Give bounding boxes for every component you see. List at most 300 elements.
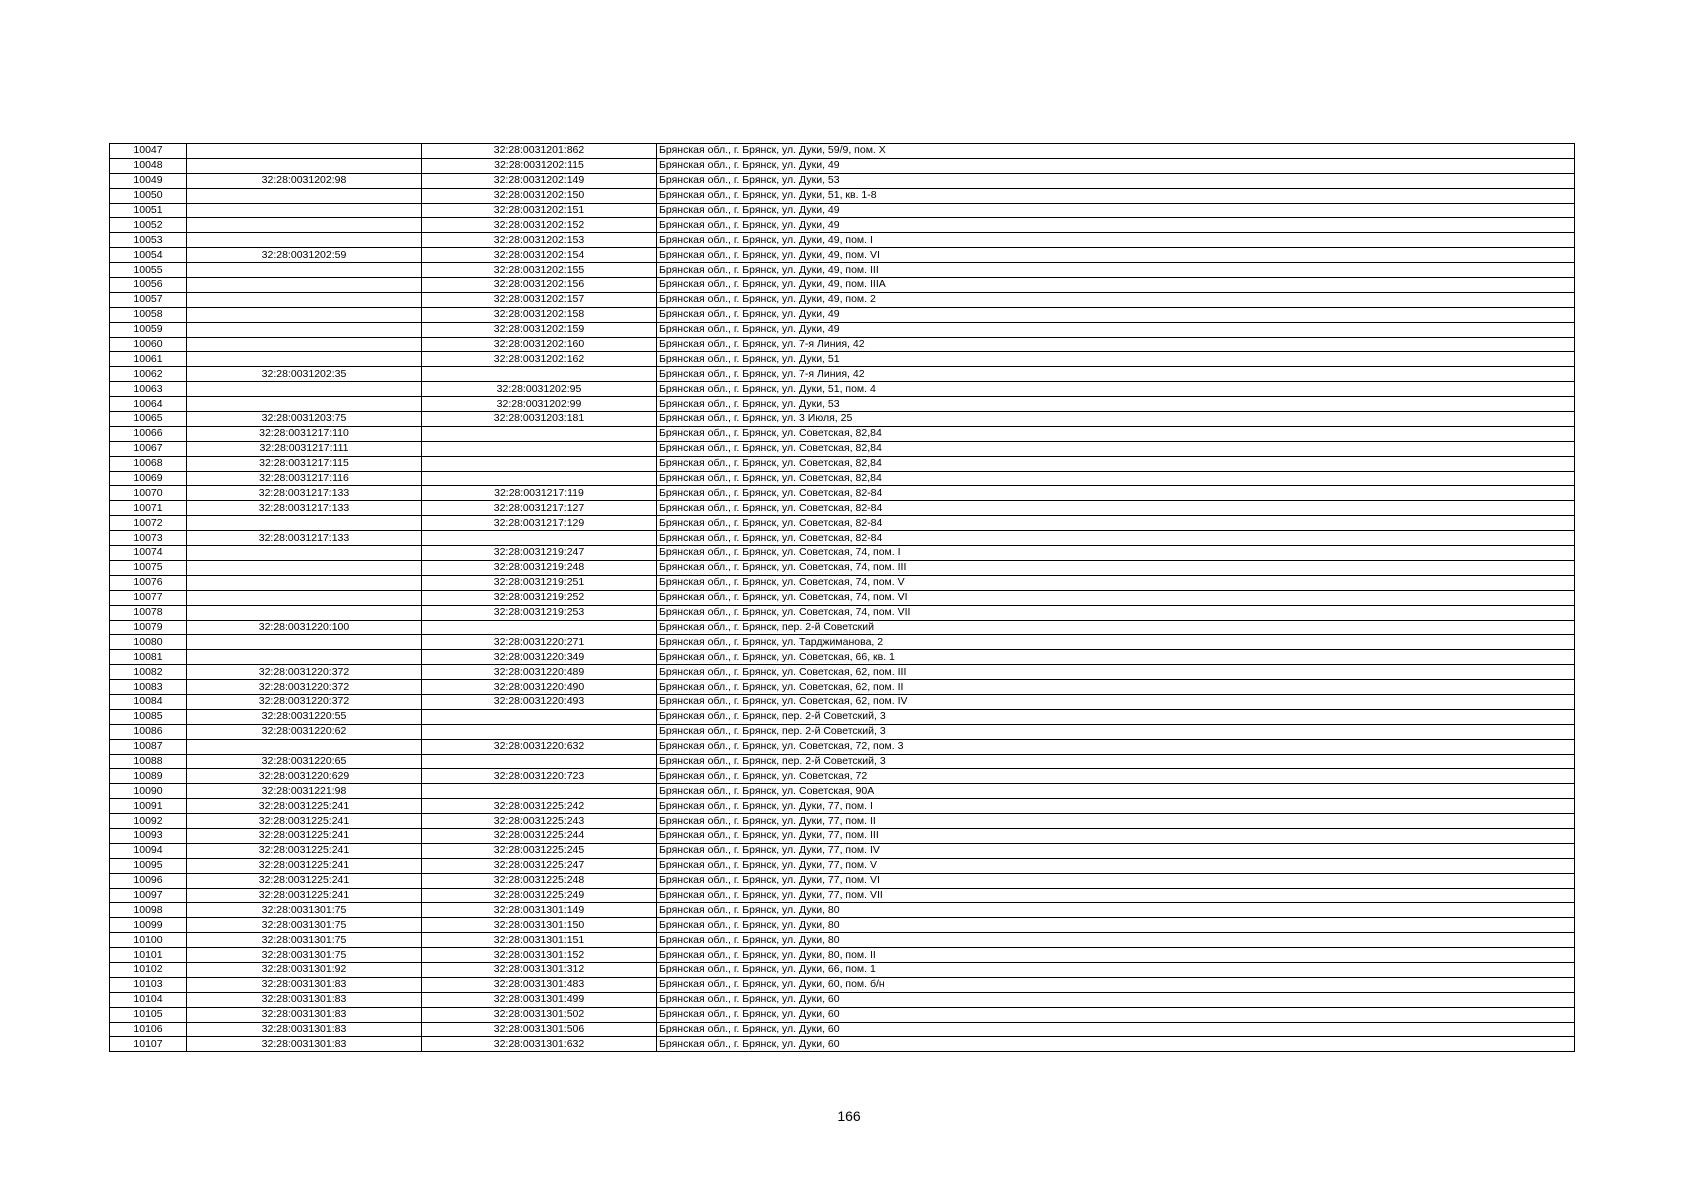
table-row	[110, 248, 1575, 263]
cadastral-number-cell: 32:28:0031220:493	[422, 694, 657, 709]
cadastral-number-cell: 32:28:0031202:151	[422, 203, 657, 218]
parcel-number-cell: 32:28:0031217:115	[187, 456, 422, 471]
table-row	[110, 724, 1575, 739]
row-number-cell: 10082	[110, 665, 187, 680]
address-cell: Брянская обл., г. Брянск, ул. Дуки, 49	[657, 307, 1575, 322]
cadastral-number-cell: 32:28:0031301:499	[422, 992, 657, 1007]
table-row	[110, 322, 1575, 337]
parcel-number-cell	[187, 158, 422, 173]
parcel-number-cell	[187, 516, 422, 531]
table-row	[110, 426, 1575, 441]
parcel-number-cell	[187, 739, 422, 754]
address-cell: Брянская обл., г. Брянск, ул. Дуки, 60	[657, 1037, 1575, 1052]
address-cell: Брянская обл., г. Брянск, ул. Советская, 82,84	[657, 456, 1575, 471]
parcel-number-cell	[187, 144, 422, 159]
cadastral-number-cell: 32:28:0031220:349	[422, 650, 657, 665]
row-number-cell: 10079	[110, 620, 187, 635]
table-row	[110, 486, 1575, 501]
address-cell: Брянская обл., г. Брянск, ул. Дуки, 80	[657, 933, 1575, 948]
row-number-cell: 10056	[110, 278, 187, 293]
address-cell: Брянская обл., г. Брянск, ул. Дуки, 60, пом. б/н	[657, 977, 1575, 992]
address-cell: Брянская обл., г. Брянск, ул. Дуки, 77, пом. VII	[657, 888, 1575, 903]
row-number-cell: 10048	[110, 158, 187, 173]
address-cell: Брянская обл., г. Брянск, ул. 7-я Линия, 42	[657, 337, 1575, 352]
row-number-cell: 10104	[110, 992, 187, 1007]
cadastral-number-cell: 32:28:0031202:150	[422, 188, 657, 203]
cadastral-number-cell: 32:28:0031202:162	[422, 352, 657, 367]
parcel-number-cell: 32:28:0031217:110	[187, 426, 422, 441]
parcel-number-cell	[187, 203, 422, 218]
row-number-cell: 10060	[110, 337, 187, 352]
address-cell: Брянская обл., г. Брянск, ул. Дуки, 49	[657, 203, 1575, 218]
row-number-cell: 10106	[110, 1022, 187, 1037]
row-number-cell: 10103	[110, 977, 187, 992]
table-row	[110, 337, 1575, 352]
row-number-cell: 10099	[110, 918, 187, 933]
row-number-cell: 10080	[110, 635, 187, 650]
table-row	[110, 1037, 1575, 1052]
row-number-cell: 10076	[110, 575, 187, 590]
table-row	[110, 694, 1575, 709]
table-row	[110, 144, 1575, 159]
cadastral-number-cell: 32:28:0031301:152	[422, 948, 657, 963]
address-cell: Брянская обл., г. Брянск, ул. Советская, 74, пом. VII	[657, 605, 1575, 620]
parcel-number-cell: 32:28:0031225:241	[187, 814, 422, 829]
row-number-cell: 10065	[110, 412, 187, 427]
parcel-number-cell	[187, 218, 422, 233]
table-row	[110, 948, 1575, 963]
address-cell: Брянская обл., г. Брянск, ул. Советская, 82-84	[657, 501, 1575, 516]
address-cell: Брянская обл., г. Брянск, пер. 2-й Советский	[657, 620, 1575, 635]
row-number-cell: 10066	[110, 426, 187, 441]
row-number-cell: 10061	[110, 352, 187, 367]
row-number-cell: 10072	[110, 516, 187, 531]
table-row	[110, 680, 1575, 695]
address-cell: Брянская обл., г. Брянск, пер. 2-й Советский, 3	[657, 709, 1575, 724]
cadastral-number-cell: 32:28:0031219:248	[422, 560, 657, 575]
row-number-cell: 10062	[110, 367, 187, 382]
address-cell: Брянская обл., г. Брянск, ул. Советская, 82,84	[657, 471, 1575, 486]
row-number-cell: 10074	[110, 546, 187, 561]
parcel-number-cell: 32:28:0031217:133	[187, 486, 422, 501]
parcel-number-cell: 32:28:0031301:83	[187, 1022, 422, 1037]
parcel-number-cell: 32:28:0031301:83	[187, 1037, 422, 1052]
parcel-number-cell: 32:28:0031220:372	[187, 694, 422, 709]
cadastral-number-cell: 32:28:0031301:312	[422, 962, 657, 977]
cadastral-number-cell: 32:28:0031220:723	[422, 769, 657, 784]
table-row	[110, 933, 1575, 948]
table-row	[110, 382, 1575, 397]
cadastral-number-cell: 32:28:0031202:158	[422, 307, 657, 322]
table-row	[110, 739, 1575, 754]
parcel-number-cell: 32:28:0031217:111	[187, 441, 422, 456]
address-cell: Брянская обл., г. Брянск, ул. Дуки, 59/9, пом. X	[657, 144, 1575, 159]
parcel-number-cell: 32:28:0031301:75	[187, 918, 422, 933]
address-cell: Брянская обл., г. Брянск, ул. Дуки, 53	[657, 173, 1575, 188]
parcel-number-cell	[187, 278, 422, 293]
cadastral-number-cell: 32:28:0031225:244	[422, 828, 657, 843]
table-row	[110, 754, 1575, 769]
table-row	[110, 962, 1575, 977]
parcel-number-cell: 32:28:0031225:241	[187, 843, 422, 858]
cadastral-table	[109, 143, 1575, 1052]
cadastral-number-cell: 32:28:0031301:151	[422, 933, 657, 948]
cadastral-number-cell: 32:28:0031202:160	[422, 337, 657, 352]
parcel-number-cell: 32:28:0031301:83	[187, 977, 422, 992]
row-number-cell: 10051	[110, 203, 187, 218]
parcel-number-cell: 32:28:0031220:372	[187, 680, 422, 695]
address-cell: Брянская обл., г. Брянск, ул. Дуки, 49, пом. III	[657, 263, 1575, 278]
table-row	[110, 158, 1575, 173]
parcel-number-cell: 32:28:0031220:629	[187, 769, 422, 784]
row-number-cell: 10089	[110, 769, 187, 784]
cadastral-number-cell: 32:28:0031202:152	[422, 218, 657, 233]
row-number-cell: 10078	[110, 605, 187, 620]
row-number-cell: 10077	[110, 590, 187, 605]
parcel-number-cell: 32:28:0031217:133	[187, 501, 422, 516]
cadastral-number-cell: 32:28:0031220:632	[422, 739, 657, 754]
address-cell: Брянская обл., г. Брянск, ул. Дуки, 51, кв. 1-8	[657, 188, 1575, 203]
address-cell: Брянская обл., г. Брянск, ул. Дуки, 80, пом. II	[657, 948, 1575, 963]
address-cell: Брянская обл., г. Брянск, ул. Дуки, 49, пом. I	[657, 233, 1575, 248]
cadastral-number-cell: 32:28:0031225:245	[422, 843, 657, 858]
address-cell: Брянская обл., г. Брянск, ул. Советская, 72, пом. 3	[657, 739, 1575, 754]
cadastral-number-cell: 32:28:0031202:115	[422, 158, 657, 173]
parcel-number-cell: 32:28:0031301:75	[187, 933, 422, 948]
cadastral-number-cell: 32:28:0031217:129	[422, 516, 657, 531]
address-cell: Брянская обл., г. Брянск, ул. Советская, 74, пом. VI	[657, 590, 1575, 605]
cadastral-number-cell: 32:28:0031301:150	[422, 918, 657, 933]
page-number: 166	[837, 1108, 861, 1124]
row-number-cell: 10107	[110, 1037, 187, 1052]
row-number-cell: 10083	[110, 680, 187, 695]
row-number-cell: 10090	[110, 784, 187, 799]
address-cell: Брянская обл., г. Брянск, ул. Дуки, 51	[657, 352, 1575, 367]
cadastral-number-cell	[422, 531, 657, 546]
row-number-cell: 10098	[110, 903, 187, 918]
cadastral-number-cell: 32:28:0031301:483	[422, 977, 657, 992]
table-row	[110, 918, 1575, 933]
row-number-cell: 10067	[110, 441, 187, 456]
cadastral-number-cell: 32:28:0031225:243	[422, 814, 657, 829]
table-row	[110, 471, 1575, 486]
table-row	[110, 828, 1575, 843]
address-cell: Брянская обл., г. Брянск, ул. Дуки, 77, пом. V	[657, 858, 1575, 873]
parcel-number-cell: 32:28:0031225:241	[187, 888, 422, 903]
cadastral-number-cell	[422, 456, 657, 471]
address-cell: Брянская обл., г. Брянск, ул. Дуки, 77, пом. IV	[657, 843, 1575, 858]
row-number-cell: 10053	[110, 233, 187, 248]
cadastral-number-cell: 32:28:0031217:119	[422, 486, 657, 501]
row-number-cell: 10073	[110, 531, 187, 546]
row-number-cell: 10085	[110, 709, 187, 724]
cadastral-number-cell: 32:28:0031202:149	[422, 173, 657, 188]
address-cell: Брянская обл., г. Брянск, пер. 2-й Советский, 3	[657, 754, 1575, 769]
table-row	[110, 278, 1575, 293]
cadastral-number-cell: 32:28:0031202:153	[422, 233, 657, 248]
parcel-number-cell	[187, 650, 422, 665]
cadastral-number-cell	[422, 441, 657, 456]
address-cell: Брянская обл., г. Брянск, ул. Дуки, 60	[657, 1007, 1575, 1022]
cadastral-number-cell: 32:28:0031219:253	[422, 605, 657, 620]
row-number-cell: 10054	[110, 248, 187, 263]
address-cell: Брянская обл., г. Брянск, ул. Дуки, 66, пом. 1	[657, 962, 1575, 977]
cadastral-number-cell: 32:28:0031301:149	[422, 903, 657, 918]
address-cell: Брянская обл., г. Брянск, ул. 7-я Линия, 42	[657, 367, 1575, 382]
cadastral-number-cell: 32:28:0031202:157	[422, 292, 657, 307]
cadastral-number-cell	[422, 426, 657, 441]
parcel-number-cell: 32:28:0031225:241	[187, 873, 422, 888]
row-number-cell: 10095	[110, 858, 187, 873]
parcel-number-cell: 32:28:0031220:100	[187, 620, 422, 635]
table-row	[110, 575, 1575, 590]
table-row	[110, 590, 1575, 605]
address-cell: Брянская обл., г. Брянск, ул. Советская, 66, кв. 1	[657, 650, 1575, 665]
address-cell: Брянская обл., г. Брянск, ул. Дуки, 49	[657, 218, 1575, 233]
address-cell: Брянская обл., г. Брянск, ул. Дуки, 77, пом. III	[657, 828, 1575, 843]
table-row	[110, 605, 1575, 620]
table-row	[110, 769, 1575, 784]
table-row	[110, 1007, 1575, 1022]
table-row	[110, 977, 1575, 992]
table-row	[110, 858, 1575, 873]
row-number-cell: 10057	[110, 292, 187, 307]
table-row	[110, 784, 1575, 799]
cadastral-number-cell	[422, 724, 657, 739]
table-row	[110, 203, 1575, 218]
table-row	[110, 456, 1575, 471]
cadastral-number-cell: 32:28:0031220:271	[422, 635, 657, 650]
row-number-cell: 10063	[110, 382, 187, 397]
row-number-cell: 10100	[110, 933, 187, 948]
address-cell: Брянская обл., г. Брянск, пер. 2-й Советский, 3	[657, 724, 1575, 739]
address-cell: Брянская обл., г. Брянск, ул. Советская, 82-84	[657, 486, 1575, 501]
row-number-cell: 10059	[110, 322, 187, 337]
address-cell: Брянская обл., г. Брянск, ул. Дуки, 60	[657, 992, 1575, 1007]
table-row	[110, 233, 1575, 248]
address-cell: Брянская обл., г. Брянск, ул. Дуки, 80	[657, 903, 1575, 918]
address-cell: Брянская обл., г. Брянск, ул. Советская, 74, пом. I	[657, 546, 1575, 561]
row-number-cell: 10081	[110, 650, 187, 665]
row-number-cell: 10086	[110, 724, 187, 739]
row-number-cell: 10087	[110, 739, 187, 754]
parcel-number-cell: 32:28:0031220:62	[187, 724, 422, 739]
row-number-cell: 10069	[110, 471, 187, 486]
table-row	[110, 620, 1575, 635]
address-cell: Брянская обл., г. Брянск, ул. Дуки, 49	[657, 158, 1575, 173]
address-cell: Брянская обл., г. Брянск, ул. Дуки, 49, пом. 2	[657, 292, 1575, 307]
cadastral-number-cell: 32:28:0031301:632	[422, 1037, 657, 1052]
table-row	[110, 263, 1575, 278]
row-number-cell: 10058	[110, 307, 187, 322]
cadastral-number-cell: 32:28:0031225:248	[422, 873, 657, 888]
parcel-number-cell: 32:28:0031301:83	[187, 1007, 422, 1022]
cadastral-number-cell: 32:28:0031225:242	[422, 799, 657, 814]
table-row	[110, 799, 1575, 814]
parcel-number-cell	[187, 233, 422, 248]
parcel-number-cell	[187, 575, 422, 590]
address-cell: Брянская обл., г. Брянск, ул. Тарджиманова, 2	[657, 635, 1575, 650]
row-number-cell: 10047	[110, 144, 187, 159]
parcel-number-cell: 32:28:0031202:59	[187, 248, 422, 263]
parcel-number-cell: 32:28:0031225:241	[187, 828, 422, 843]
row-number-cell: 10094	[110, 843, 187, 858]
table-row	[110, 188, 1575, 203]
cadastral-number-cell: 32:28:0031301:502	[422, 1007, 657, 1022]
table-row	[110, 1022, 1575, 1037]
address-cell: Брянская обл., г. Брянск, ул. Советская, 62, пом. II	[657, 680, 1575, 695]
address-cell: Брянская обл., г. Брянск, ул. Советская, 90А	[657, 784, 1575, 799]
row-number-cell: 10050	[110, 188, 187, 203]
parcel-number-cell	[187, 337, 422, 352]
parcel-number-cell	[187, 397, 422, 412]
table-row	[110, 888, 1575, 903]
row-number-cell: 10101	[110, 948, 187, 963]
parcel-number-cell: 32:28:0031221:98	[187, 784, 422, 799]
row-number-cell: 10093	[110, 828, 187, 843]
address-cell: Брянская обл., г. Брянск, ул. 3 Июля, 25	[657, 412, 1575, 427]
address-cell: Брянская обл., г. Брянск, ул. Дуки, 49	[657, 322, 1575, 337]
parcel-number-cell: 32:28:0031301:83	[187, 992, 422, 1007]
address-cell: Брянская обл., г. Брянск, ул. Советская, 72	[657, 769, 1575, 784]
address-cell: Брянская обл., г. Брянск, ул. Советская, 74, пом. V	[657, 575, 1575, 590]
parcel-number-cell	[187, 590, 422, 605]
cadastral-number-cell: 32:28:0031220:489	[422, 665, 657, 680]
table-row	[110, 501, 1575, 516]
parcel-number-cell: 32:28:0031203:75	[187, 412, 422, 427]
parcel-number-cell: 32:28:0031301:75	[187, 903, 422, 918]
address-cell: Брянская обл., г. Брянск, ул. Советская, 82,84	[657, 426, 1575, 441]
parcel-number-cell	[187, 292, 422, 307]
table-row	[110, 516, 1575, 531]
address-cell: Брянская обл., г. Брянск, ул. Дуки, 49, пом. VI	[657, 248, 1575, 263]
parcel-number-cell	[187, 307, 422, 322]
table-row	[110, 441, 1575, 456]
table-row	[110, 292, 1575, 307]
row-number-cell: 10102	[110, 962, 187, 977]
table-row	[110, 546, 1575, 561]
table-body	[110, 144, 1575, 1052]
row-number-cell: 10105	[110, 1007, 187, 1022]
parcel-number-cell: 32:28:0031301:92	[187, 962, 422, 977]
parcel-number-cell	[187, 605, 422, 620]
row-number-cell: 10068	[110, 456, 187, 471]
cadastral-number-cell: 32:28:0031202:159	[422, 322, 657, 337]
parcel-number-cell: 32:28:0031225:241	[187, 799, 422, 814]
table-row	[110, 843, 1575, 858]
cadastral-number-cell: 32:28:0031202:95	[422, 382, 657, 397]
address-cell: Брянская обл., г. Брянск, ул. Советская, 82-84	[657, 516, 1575, 531]
table-row	[110, 814, 1575, 829]
parcel-number-cell: 32:28:0031202:98	[187, 173, 422, 188]
cadastral-number-cell: 32:28:0031202:99	[422, 397, 657, 412]
parcel-number-cell	[187, 322, 422, 337]
table-row	[110, 397, 1575, 412]
row-number-cell: 10088	[110, 754, 187, 769]
parcel-number-cell	[187, 382, 422, 397]
cadastral-number-cell	[422, 709, 657, 724]
cadastral-number-cell: 32:28:0031217:127	[422, 501, 657, 516]
parcel-number-cell	[187, 188, 422, 203]
parcel-number-cell: 32:28:0031301:75	[187, 948, 422, 963]
address-cell: Брянская обл., г. Брянск, ул. Дуки, 49, пом. IIIA	[657, 278, 1575, 293]
cadastral-number-cell: 32:28:0031219:251	[422, 575, 657, 590]
parcel-number-cell	[187, 263, 422, 278]
table-row	[110, 650, 1575, 665]
address-cell: Брянская обл., г. Брянск, ул. Советская, 82,84	[657, 441, 1575, 456]
row-number-cell: 10097	[110, 888, 187, 903]
address-cell: Брянская обл., г. Брянск, ул. Советская, 82-84	[657, 531, 1575, 546]
parcel-number-cell: 32:28:0031217:116	[187, 471, 422, 486]
row-number-cell: 10096	[110, 873, 187, 888]
table-row	[110, 709, 1575, 724]
table-row	[110, 218, 1575, 233]
table-row	[110, 352, 1575, 367]
row-number-cell: 10071	[110, 501, 187, 516]
parcel-number-cell: 32:28:0031217:133	[187, 531, 422, 546]
row-number-cell: 10049	[110, 173, 187, 188]
table-row	[110, 367, 1575, 382]
cadastral-number-cell: 32:28:0031225:247	[422, 858, 657, 873]
table-row	[110, 560, 1575, 575]
table-row	[110, 665, 1575, 680]
cadastral-number-cell	[422, 784, 657, 799]
table-row	[110, 992, 1575, 1007]
table-row	[110, 903, 1575, 918]
address-cell: Брянская обл., г. Брянск, ул. Советская, 62, пом. III	[657, 665, 1575, 680]
address-cell: Брянская обл., г. Брянск, ул. Советская, 74, пом. III	[657, 560, 1575, 575]
cadastral-number-cell: 32:28:0031220:490	[422, 680, 657, 695]
parcel-number-cell	[187, 352, 422, 367]
cadastral-number-cell: 32:28:0031301:506	[422, 1022, 657, 1037]
table-row	[110, 412, 1575, 427]
cadastral-number-cell	[422, 754, 657, 769]
row-number-cell: 10075	[110, 560, 187, 575]
row-number-cell: 10064	[110, 397, 187, 412]
table-row	[110, 531, 1575, 546]
parcel-number-cell: 32:28:0031220:372	[187, 665, 422, 680]
address-cell: Брянская обл., г. Брянск, ул. Дуки, 51, пом. 4	[657, 382, 1575, 397]
cadastral-number-cell: 32:28:0031202:156	[422, 278, 657, 293]
address-cell: Брянская обл., г. Брянск, ул. Дуки, 80	[657, 918, 1575, 933]
parcel-number-cell	[187, 546, 422, 561]
cadastral-number-cell: 32:28:0031203:181	[422, 412, 657, 427]
table-row	[110, 173, 1575, 188]
row-number-cell: 10070	[110, 486, 187, 501]
cadastral-number-cell: 32:28:0031201:862	[422, 144, 657, 159]
parcel-number-cell	[187, 635, 422, 650]
address-cell: Брянская обл., г. Брянск, ул. Дуки, 53	[657, 397, 1575, 412]
table-row	[110, 635, 1575, 650]
row-number-cell: 10084	[110, 694, 187, 709]
cadastral-number-cell: 32:28:0031202:155	[422, 263, 657, 278]
address-cell: Брянская обл., г. Брянск, ул. Дуки, 60	[657, 1022, 1575, 1037]
parcel-number-cell: 32:28:0031225:241	[187, 858, 422, 873]
row-number-cell: 10091	[110, 799, 187, 814]
row-number-cell: 10092	[110, 814, 187, 829]
cadastral-number-cell: 32:28:0031219:247	[422, 546, 657, 561]
parcel-number-cell: 32:28:0031202:35	[187, 367, 422, 382]
row-number-cell: 10052	[110, 218, 187, 233]
cadastral-number-cell	[422, 620, 657, 635]
cadastral-number-cell	[422, 367, 657, 382]
parcel-number-cell: 32:28:0031220:55	[187, 709, 422, 724]
parcel-number-cell	[187, 560, 422, 575]
address-cell: Брянская обл., г. Брянск, ул. Дуки, 77, пом. II	[657, 814, 1575, 829]
cadastral-number-cell	[422, 471, 657, 486]
table-row	[110, 873, 1575, 888]
address-cell: Брянская обл., г. Брянск, ул. Советская, 62, пом. IV	[657, 694, 1575, 709]
